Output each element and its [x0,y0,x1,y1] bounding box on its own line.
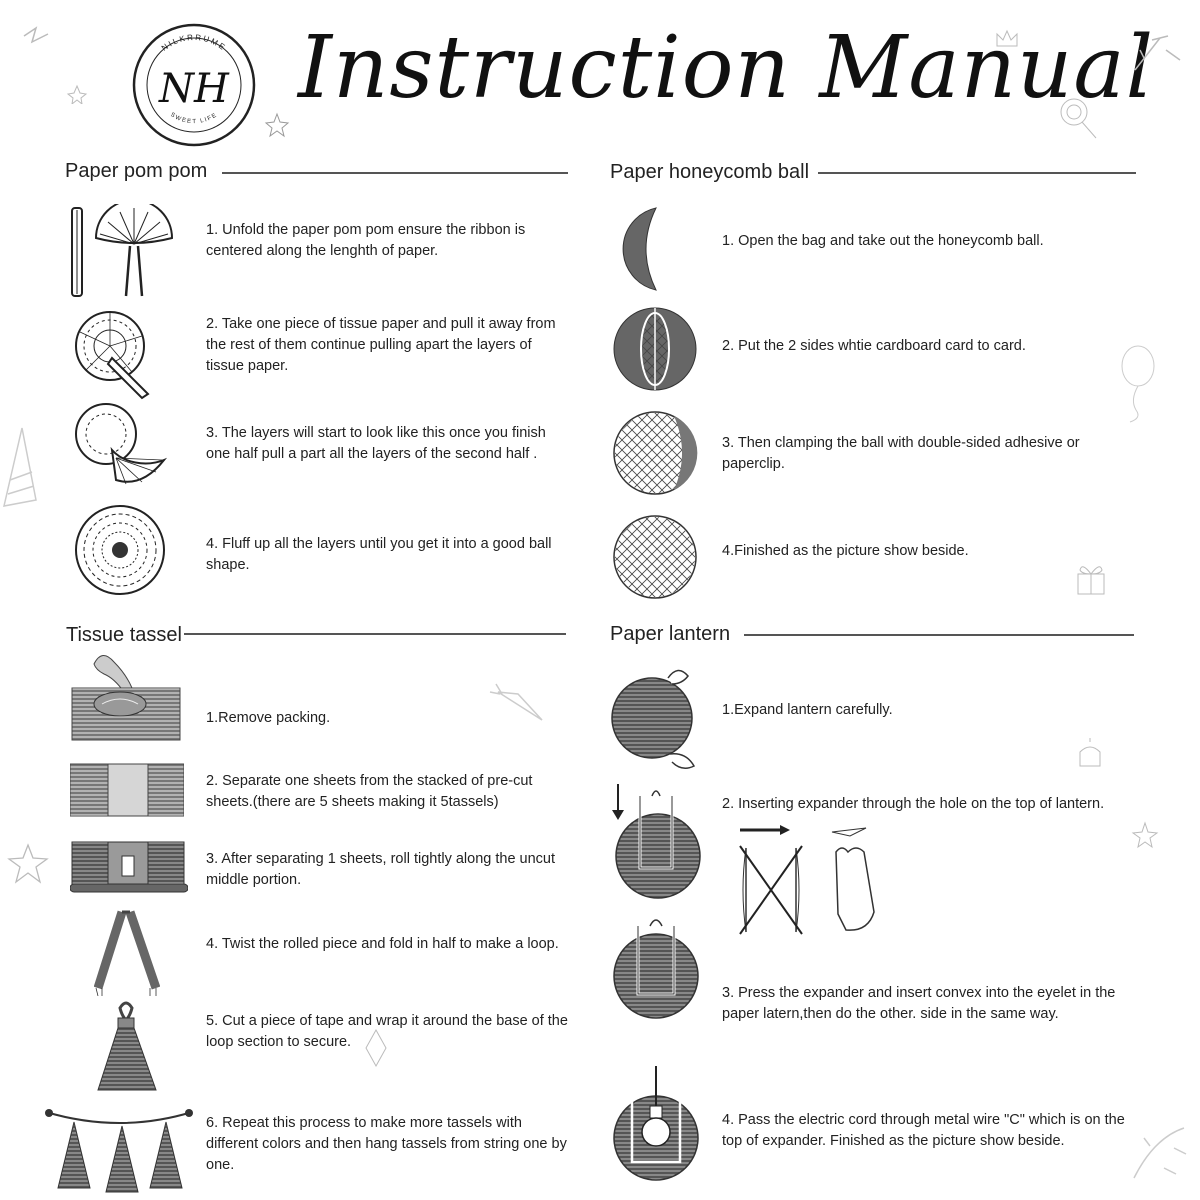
lantern-step-2: 2. Inserting expander through the hole on the top of lantern. [722,796,1105,812]
logo-ring-bottom-text: SWEET LIFE [169,112,219,126]
page-title: Instruction Manual [298,18,1155,118]
star-doodle-icon [66,84,88,104]
crown-doodle-icon [994,28,1020,50]
section-divider [818,172,1136,174]
tassel-package-illustration [68,648,184,744]
star-doodle-icon [264,112,290,138]
tassel-step-5: 5. Cut a piece of tape and wrap it around the base of the loop section to secure. [206,1013,568,1050]
lantern-press-expander-illustration [608,912,704,1022]
tassel-taped-illustration [96,998,158,1094]
pompom-finished-illustration [72,502,168,598]
lantern-finished-illustration [610,1066,706,1186]
section-heading-pompom: Paper pom pom [65,160,208,182]
tassel-step-3: 3. After separating 1 sheets, roll tightly along the uncut middle portion. [206,851,556,888]
star-doodle-icon [18,20,58,50]
honeycomb-step-4: 4.Finished as the picture show beside. [722,543,969,559]
pompom-folded-illustration [68,204,180,300]
tassel-step-4: 4. Twist the rolled piece and fold in half to make a loop. [206,936,559,952]
lantern-expander-wrong-right-illustration [736,822,886,938]
tassel-loop-illustration [94,908,160,996]
star-doodle-icon [1130,820,1160,850]
tassel-step-2: 2. Separate one sheets from the stacked of pre-cut sheets.(there are 5 sheets making it 5tassels) [206,773,533,810]
lantern-insert-expander-illustration [606,782,706,902]
honeycomb-half-illustration [610,204,660,294]
party-hat-doodle-icon [0,420,40,510]
tassel-step-1: 1.Remove packing. [206,710,331,726]
lantern-step-4: 4. Pass the electric cord through metal wire "C" which is on the top of expander. Finished as the picture show beside. [722,1112,1125,1149]
honeycomb-finished-illustration [612,514,698,600]
lantern-step-3: 3. Press the expander and insert convex into the eyelet in the paper latern,then do the other. side in the same way. [722,985,1116,1022]
pompom-step-3: 3. The layers will start to look like this once you finish one half pull a part all the layers of the second half . [206,425,546,462]
honeycomb-step-2: 2. Put the 2 sides whtie cardboard card to card. [722,338,1026,354]
section-heading-honeycomb: Paper honeycomb ball [610,161,810,183]
pompom-step-4: 4. Fluff up all the layers until you get it into a good ball shape. [206,536,552,573]
gift-doodle-icon [1072,558,1112,598]
svg-text:SWEET LIFE [169,112,219,125]
honeycomb-step-1: 1. Open the bag and take out the honeycomb ball. [722,233,1044,249]
section-heading-tassel: Tissue tassel [66,624,182,646]
honeycomb-step-3: 3. Then clamping the ball with double-sided adhesive or paperclip. [722,435,1080,472]
tassel-sheets-illustration [70,762,184,818]
section-divider [222,172,568,174]
tassel-rolled-illustration [70,838,188,898]
logo-monogram: NH [159,66,229,112]
section-divider [744,634,1134,636]
honeycomb-clamped-illustration [612,410,698,496]
pompom-step-2: 2. Take one piece of tissue paper and pull it away from the rest of them continue pulling apart the layers of tissue paper. [206,316,556,374]
teapot-doodle-icon [1070,736,1110,776]
logo-ring-top-text: NILKRRUME [159,32,229,53]
honeycomb-joined-illustration [612,306,698,392]
brand-logo [131,22,257,148]
lollipop-doodle-icon [1054,96,1104,142]
section-divider [184,633,566,635]
star-doodle-icon [6,842,50,886]
section-heading-lantern: Paper lantern [610,623,731,645]
svg-text:NILKRRUME [160,33,228,53]
pompom-step-1: 1. Unfold the paper pom pom ensure the ribbon is centered along the lenghth of paper. [206,222,526,259]
lantern-expand-illustration [608,662,708,774]
tassel-step-6: 6. Repeat this process to make more tassels with different colors and then hang tassels from string one by one. [206,1115,567,1173]
tassel-garland-illustration [44,1104,194,1194]
pompom-half-open-illustration [72,306,158,400]
lantern-step-1: 1.Expand lantern carefully. [722,702,893,718]
confetti-doodle-icon [1130,30,1190,80]
pompom-layers-illustration [72,400,168,490]
